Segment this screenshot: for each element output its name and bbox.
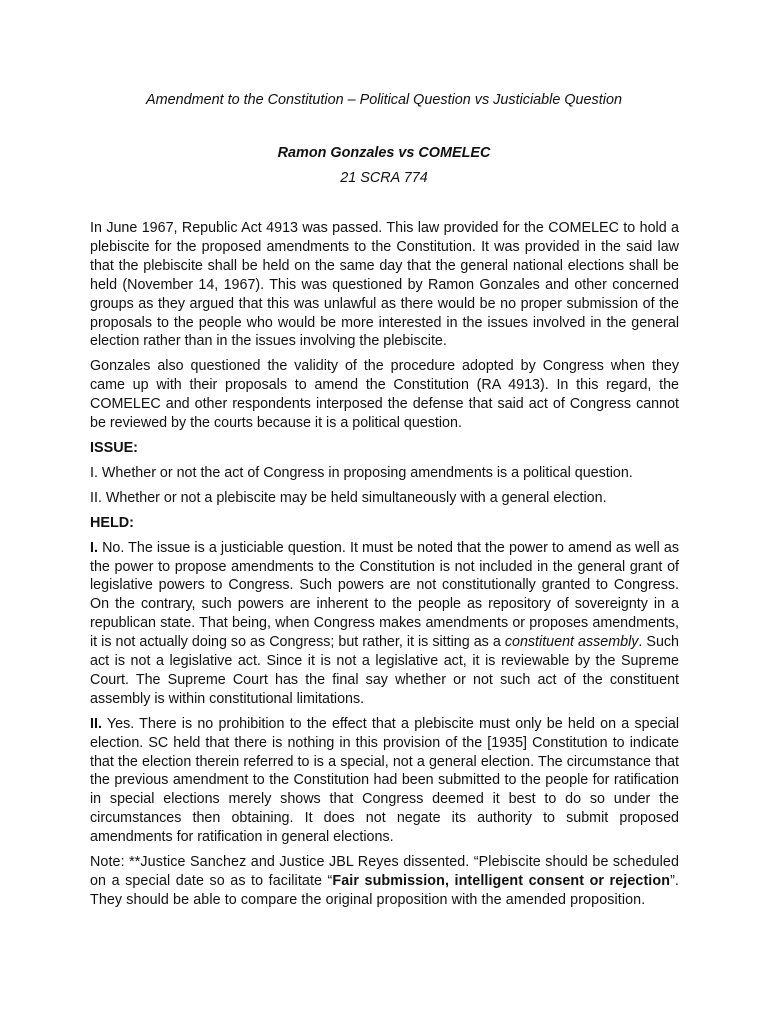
case-citation: 21 SCRA 774 bbox=[340, 170, 428, 186]
held-paragraph-1 bbox=[90, 539, 679, 709]
held-1-emphasis: constituent assembly bbox=[504, 634, 639, 651]
held-2-text: Yes. There is no prohibition to the effect that a plebiscite must only be held on a special election. SC held that there is nothing in this provision of the [1935] Constitution to indicate that the election therein referred to is a special, not a general election. The circumstance that the previous amendment to the Constitution had been submitted to the people for ratification in special elections merely shows that Congress deemed it best to do so under the circumstances then obtaining. It does not negate its authority to submit proposed amendments for ratification in general elections. bbox=[90, 715, 679, 846]
held-1-text-a: No. The issue is a justiciable question. It must be noted that the power to amend as well as the power to propose amendments to the Constitution is not included in the general grant of legislative powers to Congress. Such powers are not constitutionally granted to Congress. On the contrary, such powers are inherent to the people as repository of sovereignty in a republican state. That being, when Congress makes amendments or proposes amendments, it is not actually doing so as Congress; but rather, it is sitting as a bbox=[90, 539, 679, 651]
note-text-a: Note: **Justice Sanchez and Justice JBL Reyes dissented. “Plebiscite should be scheduled on a special date so as to facilitate “ bbox=[90, 854, 679, 889]
facts-paragraph-1: In June 1967, Republic Act 4913 was passed. This law provided for the COMELEC to hold a plebiscite for the proposed amendments to the Constitution. It was provided in the said law that the plebiscite shall be held on the same day that the general national elections shall be held (November 14, 1967). This was questioned by Ramon Gonzales and other concerned groups as they argued that this was unlawful as there would be no proper submission of the proposals to the people who would be more interested in the issues involved in the general election rather than in the issues involving the plebiscite. bbox=[90, 220, 679, 350]
facts-paragraph-2: Gonzales also questioned the validity of the procedure adopted by Congress when they came up with their proposals to amend the Constitution (RA 4913). In this regard, the COMELEC and other respondents interposed the defense that said act of Congress cannot be reviewed by the courts because it is a political question. bbox=[90, 358, 679, 432]
issue-heading: ISSUE: bbox=[90, 439, 138, 456]
issue-item-1: I. Whether or not the act of Congress in proposing amendments is a political question. bbox=[90, 464, 633, 481]
document-body bbox=[90, 219, 679, 916]
held-paragraph-2 bbox=[90, 715, 679, 847]
held-heading: HELD: bbox=[90, 514, 134, 531]
note-paragraph bbox=[90, 853, 679, 910]
case-title: Ramon Gonzales vs COMELEC bbox=[277, 145, 491, 161]
held-2-label: II. bbox=[90, 715, 102, 732]
held-1-text-b: . Such act is not a legislative act. Since it is not a legislative act, it is reviewable by the Supreme Court. The Supreme Court has the final say whether or not such act of the constituent assembly is within constitutional limitations. bbox=[90, 634, 679, 707]
held-1-label: I. bbox=[90, 539, 98, 556]
document-header-title: Amendment to the Constitution – Political Question vs Justiciable Question bbox=[146, 92, 622, 108]
note-bold: Fair submission, intelligent consent or rejection bbox=[332, 873, 671, 889]
note-text-b: ”. They should be able to compare the original proposition with the amended proposition. bbox=[90, 873, 679, 908]
issue-item-2: II. Whether or not a plebiscite may be held simultaneously with a general election. bbox=[90, 489, 607, 506]
